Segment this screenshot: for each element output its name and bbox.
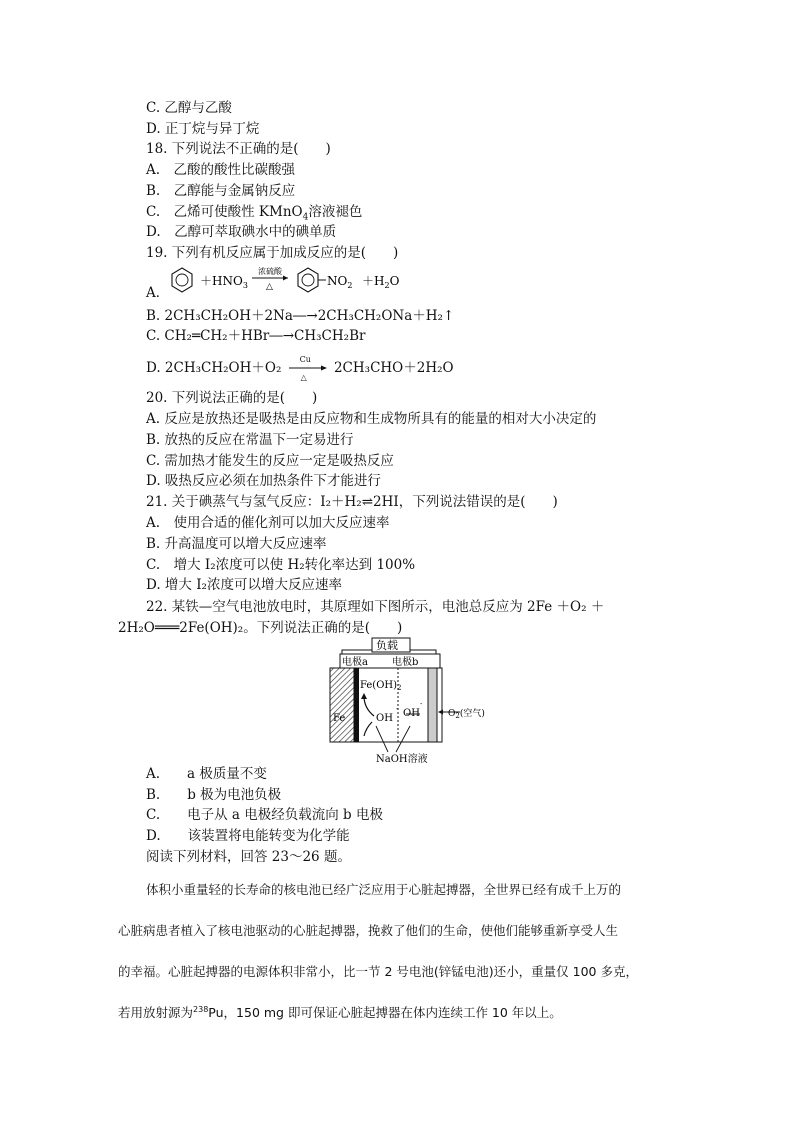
svg-text:NO2: $NO_2$ xyxy=(327,274,353,290)
oh-right-label: OH xyxy=(403,708,420,719)
passage-intro: 阅读下列材料，回答 23～26 题。 xyxy=(146,849,351,865)
heat-symbol: △ xyxy=(266,282,273,292)
svg-text:O2(空气): $O_2$(空气) xyxy=(448,709,485,720)
q22-stem-line1: 22. 某铁—空气电池放电时，其原理如下图所示，电池总反应为 2Fe ＋O₂ ＋ xyxy=(146,599,605,615)
q20-option-a: A. 反应是放热还是吸热是由反应物和生成物所具有的能量的相对大小决定的 xyxy=(146,411,597,427)
naoh-solution-label: NaOH溶液 xyxy=(376,754,428,765)
q22-option-c: C. 电子从 a 电极经负载流向 b 电极 xyxy=(146,807,383,823)
q19-option-c: C. CH₂═CH₂＋HBr―→CH₃CH₂Br xyxy=(146,328,366,344)
q20-option-b: B. 放热的反应在常温下一定易进行 xyxy=(146,432,354,448)
q17-option-d: D. 正丁烷与异丁烷 xyxy=(146,121,260,137)
q22-stem-line2: 2H₂O═══2Fe(OH)₂。下列说法正确的是( ) xyxy=(118,620,403,636)
q21-option-a: A. 使用合适的催化剂可以加大反应速率 xyxy=(146,515,390,531)
q18-option-a: A. 乙酸的酸性比碳酸强 xyxy=(146,162,296,178)
electrode-b-label: 电极b xyxy=(392,657,419,668)
q22-option-d: D. 该装置将电能转变为化学能 xyxy=(146,828,350,844)
benzene-ring-icon xyxy=(172,268,192,292)
q20-option-c: C. 需加热才能发生的反应一定是吸热反应 xyxy=(146,453,394,469)
nitric-acid-reagent: ＋HNO xyxy=(200,274,243,288)
iron-air-battery-diagram xyxy=(320,636,500,766)
fe-label: Fe xyxy=(333,713,346,724)
q21-option-d: D. 增大 I₂浓度可以增大反应速率 xyxy=(146,577,342,593)
svg-text:＋H2O: $+H_2O$ xyxy=(362,274,400,290)
passage-line-3: 的幸福。心脏起搏器的电源体积非常小，比一节 2 号电池(锌锰电池)还小，重量仅 100 多克， xyxy=(118,964,638,979)
passage-line-2: 心脏病患者植入了核电池驱动的心脏起搏器，挽救了他们的生命，使他们能够重新享受人生 xyxy=(118,923,619,938)
o2-label: O xyxy=(448,709,456,719)
q21-option-b: B. 升高温度可以增大反应速率 xyxy=(146,536,327,552)
q18-option-d: D. 乙醇可萃取碘水中的碘单质 xyxy=(146,224,337,240)
svg-text:Fe(OH)2: $Fe(OH)_2$ xyxy=(360,680,402,692)
fe-oh2-layer xyxy=(354,668,359,742)
fe-electrode xyxy=(330,668,354,742)
q18-stem: 18. 下列说法不正确的是( ) xyxy=(146,141,331,157)
passage-line-4: 若用放射源为$^{238}$Pu，150 mg 即可保证心脏起搏器在体内连续工作 10 年以上。 xyxy=(118,1004,562,1020)
electrode-a-label: 电极a xyxy=(342,657,368,668)
q17-option-c: C. 乙醇与乙酸 xyxy=(146,100,232,116)
svg-text:-: - xyxy=(420,700,423,708)
q19-option-b: B. 2CH₃CH₂OH＋2Na―→2CH₃CH₂ONa＋H₂↑ xyxy=(146,308,455,324)
svg-text:-: - xyxy=(396,705,399,713)
nitration-equation xyxy=(166,264,416,296)
load-label: 负载 xyxy=(376,639,398,652)
q19-option-d: D. 2CH₃CH₂OH＋O₂ Cu △ 2CH₃CHO＋2H₂O xyxy=(146,355,454,382)
q19-option-a-label: A． xyxy=(146,285,170,301)
q22-option-a: A. a 极质量不变 xyxy=(146,766,267,782)
q20-stem: 20. 下列说法正确的是( ) xyxy=(146,390,318,406)
q18-option-c: C. 乙烯可使酸性 KMnO$_4$溶液褪色 xyxy=(146,204,363,223)
q21-stem: 21. 关于碘蒸气与氢气反应：I₂＋H₂⇌2HI，下列说法错误的是( ) xyxy=(146,494,558,510)
q20-option-d: D. 吸热反应必须在加热条件下才能进行 xyxy=(146,473,381,489)
electrode-b xyxy=(428,668,437,742)
nitrobenzene-ring-icon xyxy=(298,268,318,292)
passage-line-1: 体积小重量轻的长寿命的核电池已经广泛应用于心脏起搏器，全世界已经有成千上万的 xyxy=(146,882,622,897)
svg-text:＋HNO3: $+HNO_3$ xyxy=(200,274,248,290)
catalyst-label: 浓硫酸 xyxy=(258,267,282,276)
q21-option-c: C. 增大 I₂浓度可以使 H₂转化率达到 100% xyxy=(146,557,416,573)
nitro-group: NO xyxy=(327,274,348,288)
oh-left-label: OH xyxy=(376,713,393,724)
water-product: ＋H xyxy=(362,274,385,288)
q18-option-b: B. 乙醇能与金属钠反应 xyxy=(146,183,296,199)
q22-option-b: B. b 极为电池负极 xyxy=(146,787,282,803)
q19-stem: 19. 下列有机反应属于加成反应的是( ) xyxy=(146,245,399,261)
copper-catalyst-arrow: Cu △ xyxy=(286,359,330,377)
